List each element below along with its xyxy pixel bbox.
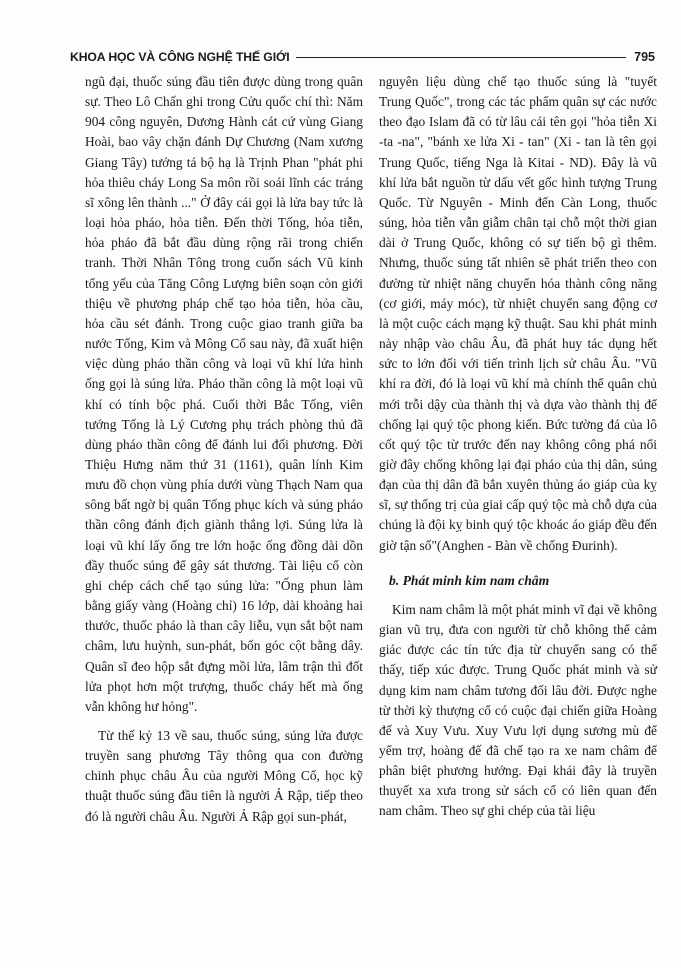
section-subheading: b. Phát minh kim nam châm xyxy=(389,572,550,588)
right-column xyxy=(379,72,657,822)
paragraph-compass: Kim nam châm là một phát minh vĩ đại về không gian vũ trụ, đưa con người từ chỗ không thể cảm giác được các tín tức địa từ chuyển sang có thể thấy, tiếp xúc được. Trung Quốc phát minh và sử dụng kim nam châm tương đối lâu đời. Được nghe từ thời kỳ thượng cổ có cuộc đại chiến giữa Hoàng đế và Xuy Vưu. Xuy Vưu lợi dụng sương mù để yểm trợ, hoàng đế đã chế tạo ra xe nam châm để phân biệt phương hướng. Đại khái đây là truyền thuyết xa xưa trong sử sách cổ có liên quan đến nam châm. Theo sự ghi chép của tài liệu xyxy=(379,601,657,819)
left-column xyxy=(85,72,363,827)
paragraph-gunpowder-history: ngũ đại, thuốc súng đầu tiên được dùng trong quân sự. Theo Lô Chấn ghi trong Cửu quốc chí thì: Năm 904 công nguyên, Dương Hành cát cứ vùng Giang Hoài, bao vây chặn đánh Dự Chương (Nam xương Giang Tây) tướng tá bộ hạ là Trịnh Phan "phát phi hỏa thiêu cháy Long Sa môn rồi soái lĩnh các tráng sĩ xông lên thành ..." Ở đây cái gọi là lửa bay tức là loại hỏa pháo, hỏa tiễn. Đến thời Tống, hỏa tiễn, hỏa pháo đã bắt đầu dùng rộng rãi trong chiến tranh. Thời Nhân Tông trong cuốn sách Vũ kinh tổng yếu của Tăng Công Lượng biên soạn còn giới thiệu về phương pháp chế tạo hỏa tiễn, hỏa cầu, hỏa cầu sét đánh. Trong cuộc giao tranh giữa ba nước Tống, Kim và Mông Cổ sau này, đã xuất hiện việc dùng pháo thần công và loại vũ khí lửa hình ống gọi là súng lửa. Pháo thần công là một loại vũ khí có tính bộc phá. Cuối thời Bắc Tống, viên tướng Tống là Lý Cương phụ trách phòng thủ đã dùng pháo thần công để đánh lui đối phương. Đời Thiệu Hưng năm thứ 31 (1161), quân lính Kim mưu đồ chọn vùng phía dưới vùng Thạch Nam qua sông bất ngờ bị quân Tống phục kích và súng pháo thần công đánh địch giành thắng lợi. Súng lửa là loại vũ khí lấy ống tre lớn hoặc ống đồng dài dồn đầy thuốc súng để gây sát thương. Tài liệu cổ còn ghi chép cách chế tạo súng lửa: "Ống phun làm bằng giấy vàng (Hoàng chỉ) 16 lớp, dài khoảng hai thước, thuốc pháo là than cây liễu, vụn sắt bột nam châm, lưu huỳnh, sun-phát, bốn góc cột bằng dây. Quân sĩ đeo hộp sắt đựng mồi lửa, lâm trận thì đốt lửa phọt hơn một trượng, thuốc cháy hết mà ống vẫn không hư hỏng". xyxy=(85,74,363,714)
header-rule xyxy=(296,57,627,58)
running-header xyxy=(70,48,655,66)
page-number: 795 xyxy=(634,50,655,64)
running-header-title: KHOA HỌC VÀ CÔNG NGHỆ THẾ GIỚI xyxy=(70,50,290,64)
paragraph-gunpowder-europe: nguyên liệu dùng chế tạo thuốc súng là "tuyết Trung Quốc", trong các tác phẩm quân sự các nước theo đạo Islam đã có từ lâu cái tên gọi "hỏa tiễn Xi -ta -na", "bánh xe lửa Xi - tan" (Xi - tan là tên gọi Trung Quốc, tiếng Nga là Kitai - ND). Đây là vũ khí lửa bắt nguồn từ dấu vết gốc hình tượng Trung Quốc. Từ Nguyên - Minh đến Càn Long, thuốc súng, hỏa tiễn vẫn giẫm chân tại chỗ một thời gian dài ở Trung Quốc, không có sự tiến bộ gì thêm. Nhưng, thuốc súng tất nhiên sẽ phát triển theo con đường từ nhiệt năng chuyển hóa thành công năng (cơ giới, máy móc), từ nhiệt chuyển sang động cơ là một cuộc cách mạng kỹ thuật. Sau khi phát minh này nhập vào châu Âu, đã phát huy tác dụng hết sức to lớn đối với tiến trình lịch sử châu Âu. "Vũ khí ra đời, đó là loại vũ khí mà chính thể quân chủ mới trỗi dậy của thành thị và dựa vào thành thị để chống lại quý tộc phong kiến. Bức tường đá của lô cốt quý tộc từ trước đến nay không công phá nổi giờ đây chống không lại đại pháo của thị dân, súng đạn của thị dân đã bắn xuyên thủng áo giáp của kỵ sĩ, sự thống trị của giai cấp quý tộc mà chỗ dựa của chúng là đội kỵ binh quý tộc khoác áo giáp đều đến giờ tận số"(Anghen - Bàn về chống Đurinh). xyxy=(379,74,657,553)
paragraph-gunpowder-west: Từ thế kỷ 13 về sau, thuốc súng, súng lửa được truyền sang phương Tây thông qua con đường chinh phục châu Âu của người Mông Cổ, học kỹ thuật thuốc súng đầu tiên là người Ả Rập, tiếp theo đó là người châu Âu. Người Ả Rập gọi sun-phát, xyxy=(85,728,363,824)
